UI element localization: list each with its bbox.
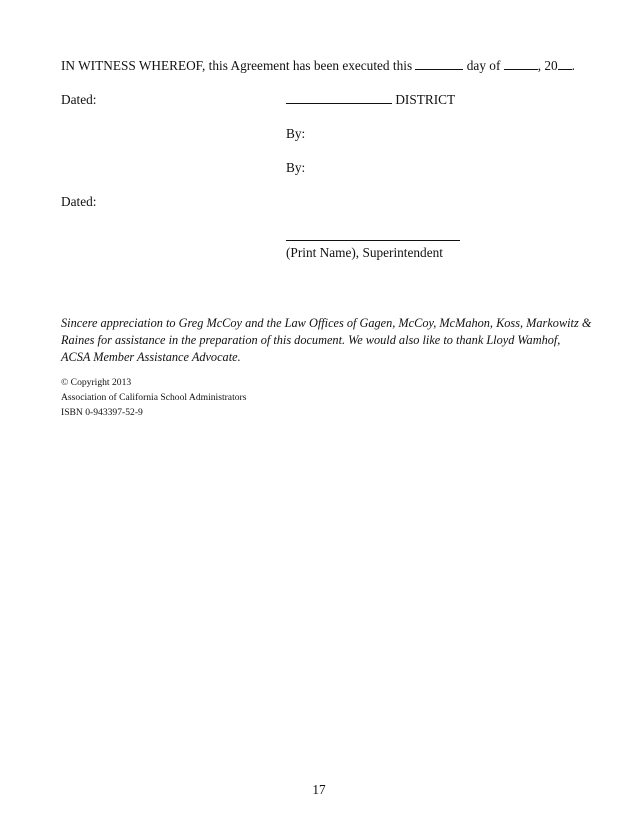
acknowledgement-line-3: ACSA Member Assistance Advocate. <box>61 350 241 364</box>
by-label-1: By: <box>286 126 306 141</box>
witness-end: . <box>571 58 575 73</box>
copyright-line: © Copyright 2013 <box>61 377 132 388</box>
page-number: 17 <box>312 782 326 797</box>
day-of-text: day of <box>466 58 501 73</box>
organization-line: Association of California School Administrators <box>61 392 247 403</box>
month-blank <box>504 58 538 70</box>
year-prefix: , 20 <box>537 58 558 73</box>
district-blank <box>286 92 392 104</box>
acknowledgement-line-1: Sincere appreciation to Greg McCoy and the Law Offices of Gagen, McCoy, McMahon, Koss, Markowitz & <box>61 316 592 330</box>
signature-line <box>286 240 460 241</box>
print-name-label: (Print Name), Superintendent <box>286 245 443 260</box>
dated-label-1: Dated: <box>61 92 97 107</box>
witness-clause <box>61 58 575 74</box>
dated-label-2: Dated: <box>61 194 97 209</box>
day-blank <box>415 58 463 70</box>
district-line <box>286 92 455 108</box>
witness-text: IN WITNESS WHEREOF, this Agreement has been executed this <box>61 58 413 73</box>
acknowledgement-line-2: Raines for assistance in the preparation of this document. We would also like to thank Lloyd Wamhof, <box>61 333 561 347</box>
by-label-2: By: <box>286 160 306 175</box>
year-blank <box>558 58 572 70</box>
isbn-line: ISBN 0-943397-52-9 <box>61 407 143 418</box>
district-label: DISTRICT <box>395 92 456 107</box>
